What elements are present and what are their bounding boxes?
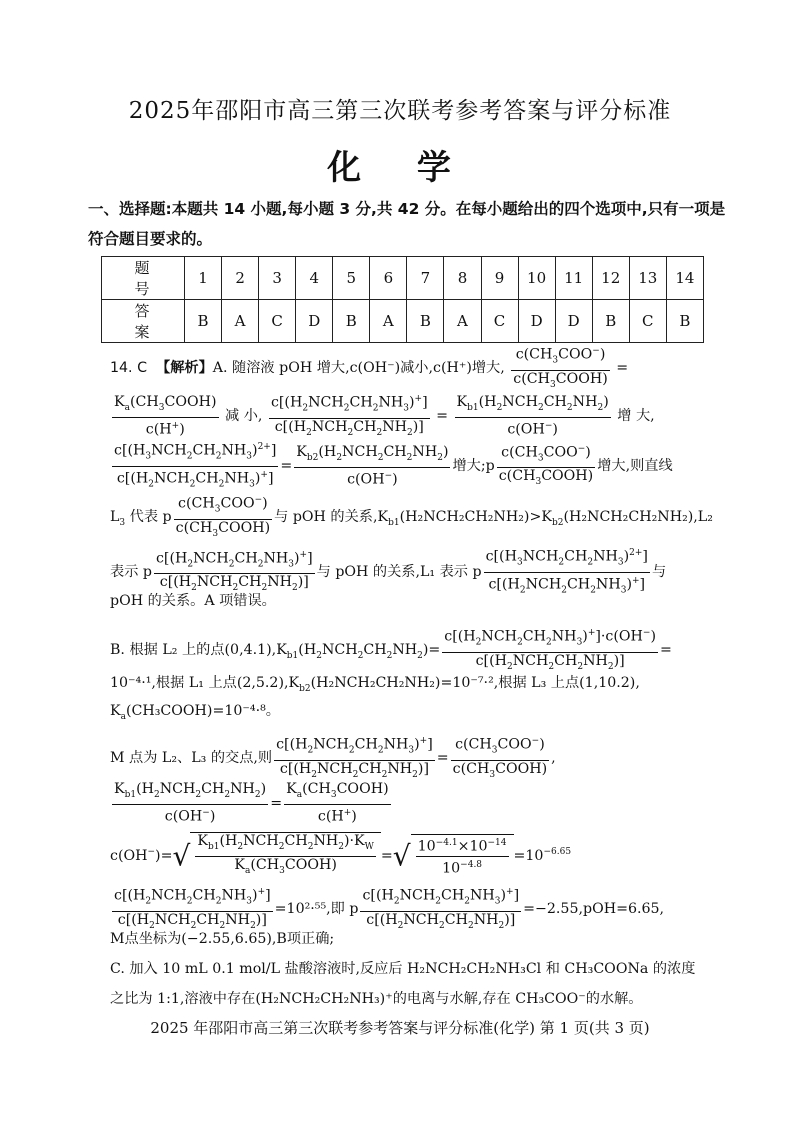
question-number-cell: 8 <box>444 257 481 300</box>
fraction: $\frac{c[(H_2NCH_2CH_2NH_3)^+]\cdot c(OH^-)}{c[(H_2NCH_2CH_2NH_2)]}$ <box>442 625 658 675</box>
text-increase-2: 增大;p <box>452 458 495 475</box>
fraction: $\frac{10^{-4.1}\times 10^{-14}}{10^{-4.8}}$ <box>416 835 509 877</box>
analysis-m-coord: M点坐标为(−2.55,6.65),B项正确; <box>110 931 335 947</box>
fraction: $\frac{c(CH_3COO^-)}{c(CH_3COOH)}$ <box>174 492 272 542</box>
analysis-b-line-3: $K_a(CH_3COOH)=10^{-4}\cdot^8$。 <box>110 703 280 722</box>
answer-cell: A <box>222 300 259 343</box>
row-label-number: 题 号 <box>102 257 185 300</box>
fraction: $\frac{c[(H_2NCH_2CH_2NH_3)^+]}{c[(H_2NCH_2CH_2NH_2)]}$ <box>360 884 521 934</box>
text-b-lead: B. 根据 L₂ 上的点(0,4.1),K <box>110 642 287 659</box>
answer-cell: D <box>555 300 592 343</box>
text-decrease: 减 小, <box>225 408 263 425</box>
text-l2-3: 与 <box>651 564 667 581</box>
text-m-result2: =−2.55,pOH=6.65, <box>523 901 665 918</box>
fraction: $\frac{c(CH_3COO^-)}{c(CH_3COOH)}$ <box>511 343 609 393</box>
question-number-cell: 9 <box>481 257 518 300</box>
analysis-m-line-1: M 点为 L₂、L₃ 的交点,则 $\frac{c[(H_2NCH_2CH_2NH_3)^+]}{c[(H_2NCH_2CH_2NH_2)]}$ = $\frac{c(CH_3COO^-)}{c(CH_3COOH)}$ , <box>110 733 725 783</box>
question-label: 14. C <box>110 360 147 377</box>
subject-heading: 化 学 <box>327 148 473 188</box>
text-increase: 增 大, <box>617 408 655 425</box>
document-title: 2025年邵阳市高三第三次联考参考答案与评分标准 <box>128 98 672 124</box>
question-number-cell: 10 <box>518 257 555 300</box>
question-number-cell: 13 <box>629 257 666 300</box>
analysis-c-line-2: 之比为 1:1,溶液中存在(H₂NCH₂CH₂NH₃)⁺的电离与水解,存在 CH₃COO⁻的水解。 <box>110 991 643 1007</box>
analysis-line-2: $\frac{K_a(CH_3COOH)}{c(H^+)}$ 减 小, $\frac{c[(H_2NCH_2CH_2NH_3)^+]}{c[(H_2NCH_2CH_2NH_2)]}$ = $\frac{K_{b1}(H_2NCH_2CH_2NH_2)}{c(OH^-)}$ 增 大, <box>110 391 725 441</box>
row-label-answer: 答 案 <box>102 300 185 343</box>
text-l3-2: 与 pOH 的关系,K <box>274 509 389 526</box>
text-l3-3: (H₂NCH₂CH₂NH₂)>K <box>399 509 552 526</box>
fraction: $\frac{K_a(CH_3COOH)}{c(H^+)}$ <box>114 393 217 438</box>
answer-cell: B <box>333 300 370 343</box>
fraction: $\frac{c[(H_2NCH_2CH_2NH_3)^+]}{c[(H_2NCH_2CH_2NH_2)]}$ <box>154 547 315 597</box>
analysis-m-line-2: $\frac{K_{b1}(H_2NCH_2CH_2NH_2)}{c(OH^-)}$ = $\frac{K_a(CH_3COOH)}{c(H^+)}$ <box>114 781 389 825</box>
analysis-c-line-1: C. 加入 10 mL 0.1 mol/L 盐酸溶液时,反应后 H₂NCH₂CH₂NH₃Cl 和 CH₃COONa 的浓度 <box>110 961 696 977</box>
answer-cell: C <box>259 300 296 343</box>
fraction: $\frac{c[(H_2NCH_2CH_2NH_3)^+]}{c[(H_2NCH_2CH_2NH_2)]}$ <box>269 391 430 441</box>
text-l2: 表示 p <box>110 564 152 581</box>
question-number-cell: 2 <box>222 257 259 300</box>
page-footer: 2025 年邵阳市高三第三次联考参考答案与评分标准(化学) 第 1 页(共 3 页) <box>150 1019 650 1037</box>
analysis-m-line-4 <box>110 884 725 934</box>
question-number-cell: 4 <box>296 257 333 300</box>
question-number-cell: 6 <box>370 257 407 300</box>
text-b-line2: 10⁻⁴·¹,根据 L₁ 上点(2,5.2),K <box>110 675 300 691</box>
question-number-cell: 14 <box>666 257 703 300</box>
text-l2-2: 与 pOH 的关系,L₁ 表示 p <box>316 564 482 581</box>
analysis-tag: 【解析】 <box>156 360 213 377</box>
answer-cell: B <box>666 300 703 343</box>
answer-cell: A <box>370 300 407 343</box>
analysis-a-end: pOH 的关系。A 项错误。 <box>110 593 276 609</box>
analysis-a-text: A. 随溶液 pOH 增大,c(OH⁻)减小,c(H⁺)增大, <box>212 360 505 377</box>
fraction: $\frac{K_{b2}(H_2NCH_2CH_2NH_2)}{c(OH^-)}$ <box>296 443 449 488</box>
text-m-result: =10²·⁵⁵,即 p <box>274 901 359 918</box>
text-b-line3: (CH₃COOH)=10⁻⁴·⁸。 <box>125 703 280 719</box>
answer-table <box>101 256 704 343</box>
question-number-cell: 11 <box>555 257 592 300</box>
section-instructions: 一、选择题:本题共 14 小题,每小题 3 分,共 42 分。在每小题给出的四个选项中,只有一项是符合题目要求的。 <box>88 200 726 248</box>
text-increase-3: 增大,则直线 <box>597 458 673 475</box>
question-number-cell: 5 <box>333 257 370 300</box>
answer-cell: B <box>185 300 222 343</box>
fraction: $\frac{K_{b1}(H_2NCH_2CH_2NH_2)}{c(OH^-)}$ <box>456 393 609 438</box>
answer-cell: B <box>592 300 629 343</box>
fraction: $\frac{K_a(CH_3COOH)}{c(H^+)}$ <box>286 781 389 825</box>
fraction: $\frac{c(CH_3COO^-)}{c(CH_3COOH)}$ <box>497 441 595 491</box>
table-row <box>102 300 704 343</box>
fraction: $\frac{c[(H_3NCH_2CH_2NH_3)^{2+}]}{c[(H_2NCH_2CH_2NH_3)^+]}$ <box>484 545 650 599</box>
analysis-b-line-2: 10⁻⁴·¹,根据 L₁ 上点$(2,5.2),K_{b2}(H_2NCH_2CH_2NH_2)=10^{-7}\cdot^2$,根据 L₃ 上点(1,10.2), <box>110 675 640 694</box>
question-number-cell: 3 <box>259 257 296 300</box>
answer-cell: C <box>481 300 518 343</box>
text-b-line2b: (H₂NCH₂CH₂NH₂)=10⁻⁷·²,根据 L₃ 上点(1,10.2), <box>310 675 640 691</box>
question-number-cell: 7 <box>407 257 444 300</box>
answer-cell: A <box>444 300 481 343</box>
fraction: $\frac{c[(H_2NCH_2CH_2NH_3)^+]}{c[(H_2NCH_2CH_2NH_2)]}$ <box>112 884 273 934</box>
fraction: $\frac{K_{b1}(H_2NCH_2CH_2NH_2)}{c(OH^-)}$ <box>114 781 267 825</box>
fraction: $\frac{c[(H_3NCH_2CH_2NH_3)^{2+}]}{c[(H_2NCH_2CH_2NH_3)^+]}$ <box>112 439 278 493</box>
text-l3: 代表 p <box>129 509 172 526</box>
fraction: $\frac{c[(H_2NCH_2CH_2NH_3)^+]}{c[(H_2NCH_2CH_2NH_2)]}$ <box>274 733 435 783</box>
text-m-lead: M 点为 L₂、L₃ 的交点,则 <box>110 750 273 767</box>
question-number-cell: 12 <box>592 257 629 300</box>
analysis-line-3: $\frac{c[(H_3NCH_2CH_2NH_3)^{2+}]}{c[(H_2NCH_2CH_2NH_3)^+]}$ = $\frac{K_{b2}(H_2NCH_2CH_2NH_2)}{c(OH^-)}$ 增大;p $\frac{c(CH_3COO^-)}{c(CH_3COOH)}$ 增大,则直线 <box>110 439 725 493</box>
question-number-cell: 1 <box>185 257 222 300</box>
text-l3-4: (H₂NCH₂CH₂NH₂),L₂ <box>563 509 713 526</box>
table-row <box>102 257 704 300</box>
analysis-line-1: 14. C 【解析】A. 随溶液 pOH 增大,c(OH⁻)减小,c(H⁺)增大, $\frac{c(CH_3COO^-)}{c(CH_3COOH)}$ = <box>110 343 725 393</box>
answer-cell: D <box>296 300 333 343</box>
answer-cell: B <box>407 300 444 343</box>
analysis-b-line-1: B. 根据 L₂ 上的点$(0,4.1),K_{b1}(H_2NCH_2CH_2NH_2)=$ $\frac{c[(H_2NCH_2CH_2NH_3)^+]\cdot c(OH^-)}{c[(H_2NCH_2CH_2NH_2)]}$ = <box>110 625 725 675</box>
analysis-line-4: $L_3$ 代表 p $\frac{c(CH_3COO^-)}{c(CH_3COOH)}$ 与 pOH 的关系$,K_{b1}(H_2NCH_2CH_2NH_2)>K_{b2}(H_2NCH_2CH_2NH_2),L_2$ <box>110 492 725 542</box>
fraction: $\frac{c(CH_3COO^-)}{c(CH_3COOH)}$ <box>451 733 549 783</box>
answer-cell: D <box>518 300 555 343</box>
fraction: $\frac{K_{b1}(H_2NCH_2CH_2NH_2)\cdot K_W}{K_a(CH_3COOH)}$ <box>197 833 374 876</box>
answer-cell: C <box>629 300 666 343</box>
analysis-m-line-3: c(OH−)=√ $\frac{K_{b1}(H_2NCH_2CH_2NH_2)\cdot K_W}{K_a(CH_3COOH)}$ =√ $\frac{10^{-4.1}\times 10^{-14}}{10^{-4.8}}$ $=10^{-6.65}$ <box>110 832 725 880</box>
